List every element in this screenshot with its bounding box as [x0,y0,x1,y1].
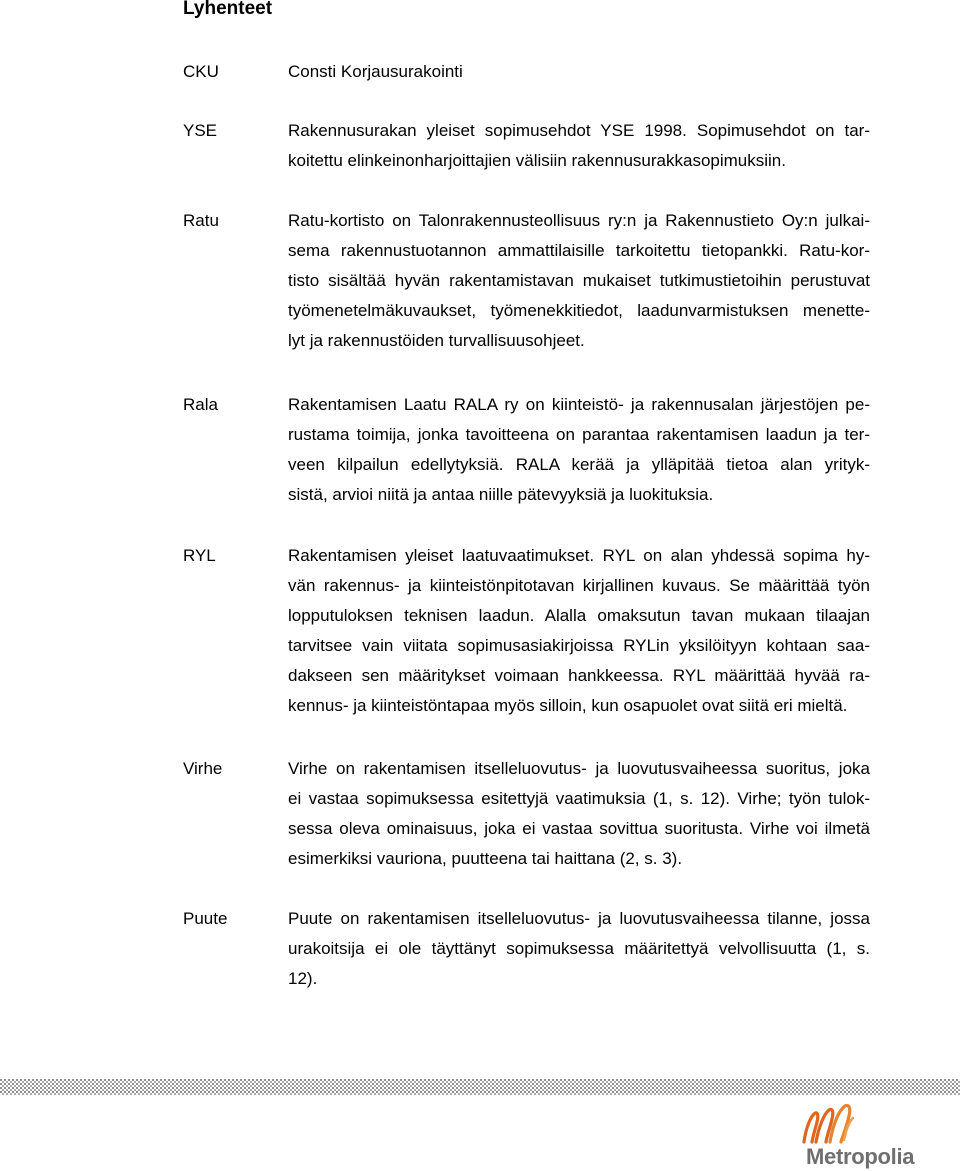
description-line: sema rakennustuotannon ammattilaisille tarkoitettu tietopankki. Ratu-kor- [288,241,870,260]
abbreviation-description [288,206,870,356]
abbreviation-description [288,754,870,874]
metropolia-logo-text: Metropolia [806,1144,915,1169]
abbreviation-term: Puute [183,909,228,928]
description-line: Virhe on rakentamisen itselleluovutus- ja luovutusvaiheessa suoritus, joka [288,759,870,778]
description-line: Rakentamisen yleiset laatuvaatimukset. RYL on alan yhdessä sopima hy- [288,546,870,565]
abbreviation-term: Virhe [183,759,223,778]
metropolia-logo [790,1102,940,1171]
abbreviation-description [288,904,870,994]
description-line: 12). [288,969,318,988]
description-line: Consti Korjausurakointi [288,62,463,81]
abbreviation-description [288,116,870,176]
description-line: sistä, arvioi niitä ja antaa niille pätevyyksiä ja luokituksia. [288,485,714,504]
description-line: rustama toimija, jonka tavoitteena on parantaa rakentamisen laadun ja ter- [288,425,870,444]
description-line: kennus- ja kiinteistöntapaa myös silloin, kun osapuolet ovat siitä eri mieltä. [288,696,848,715]
description-line: Rakennusurakan yleiset sopimusehdot YSE 1998. Sopimusehdot on tar- [288,121,870,140]
description-line: dakseen sen määritykset voimaan hankkeessa. RYL määrittää hyvää ra- [288,666,870,685]
description-line: urakoitsija ei ole täyttänyt sopimuksessa määritettyä velvollisuutta (1, s. [288,939,870,958]
description-line: työmenetelmäkuvaukset, työmenekkitiedot, laadunvarmistuksen menette- [288,301,870,320]
abbreviation-term: YSE [183,121,218,140]
description-line: Rakentamisen Laatu RALA ry on kiinteistö- ja rakennusalan järjestöjen pe- [288,395,870,414]
description-line: vän rakennus- ja kiinteistönpitotavan kirjallinen kuvaus. Se määrittää työn [288,576,870,595]
description-line: esimerkiksi vauriona, puutteena tai haittana (2, s. 3). [288,849,683,868]
description-line: sessa oleva ominaisuus, joka ei vastaa sovittua suoritusta. Virhe voi ilmetä [288,819,870,838]
description-line: Ratu-kortisto on Talonrakennusteollisuus ry:n ja Rakennustieto Oy:n julkai- [288,211,870,230]
abbreviation-description [288,390,870,510]
metropolia-logo-mark-icon [800,1102,856,1144]
page-title: Lyhenteet [183,0,273,19]
description-line: tarvitsee vain viitata sopimusasiakirjoissa RYLin yksilöityyn kohtaan saa- [288,636,870,655]
description-line: lopputuloksen teknisen laadun. Alalla omaksutun tavan mukaan tilaajan [288,606,870,625]
description-line: veen kilpailun edellytyksiä. RALA kerää ja ylläpitää tietoa alan yrityk- [288,455,870,474]
abbreviation-term: Ratu [183,211,219,230]
abbreviation-description [288,57,870,87]
footer-dotted-bar [0,1079,960,1095]
abbreviation-term: Rala [183,395,218,414]
abbreviation-term: CKU [183,62,219,81]
abbreviation-term: RYL [183,546,216,565]
description-line: koitettu elinkeinonharjoittajien välisiin rakennusurakkasopimuksiin. [288,151,786,170]
description-line: Puute on rakentamisen itselleluovutus- ja luovutusvaiheessa tilanne, jossa [288,909,870,928]
description-line: lyt ja rakennustöiden turvallisuusohjeet. [288,331,585,350]
description-line: tisto sisältää hyvän rakentamistavan mukaiset tutkimustietoihin perustuvat [288,271,870,290]
description-line: ei vastaa sopimuksessa esitettyjä vaatimuksia (1, s. 12). Virhe; työn tulok- [288,789,870,808]
abbreviation-description [288,541,870,721]
